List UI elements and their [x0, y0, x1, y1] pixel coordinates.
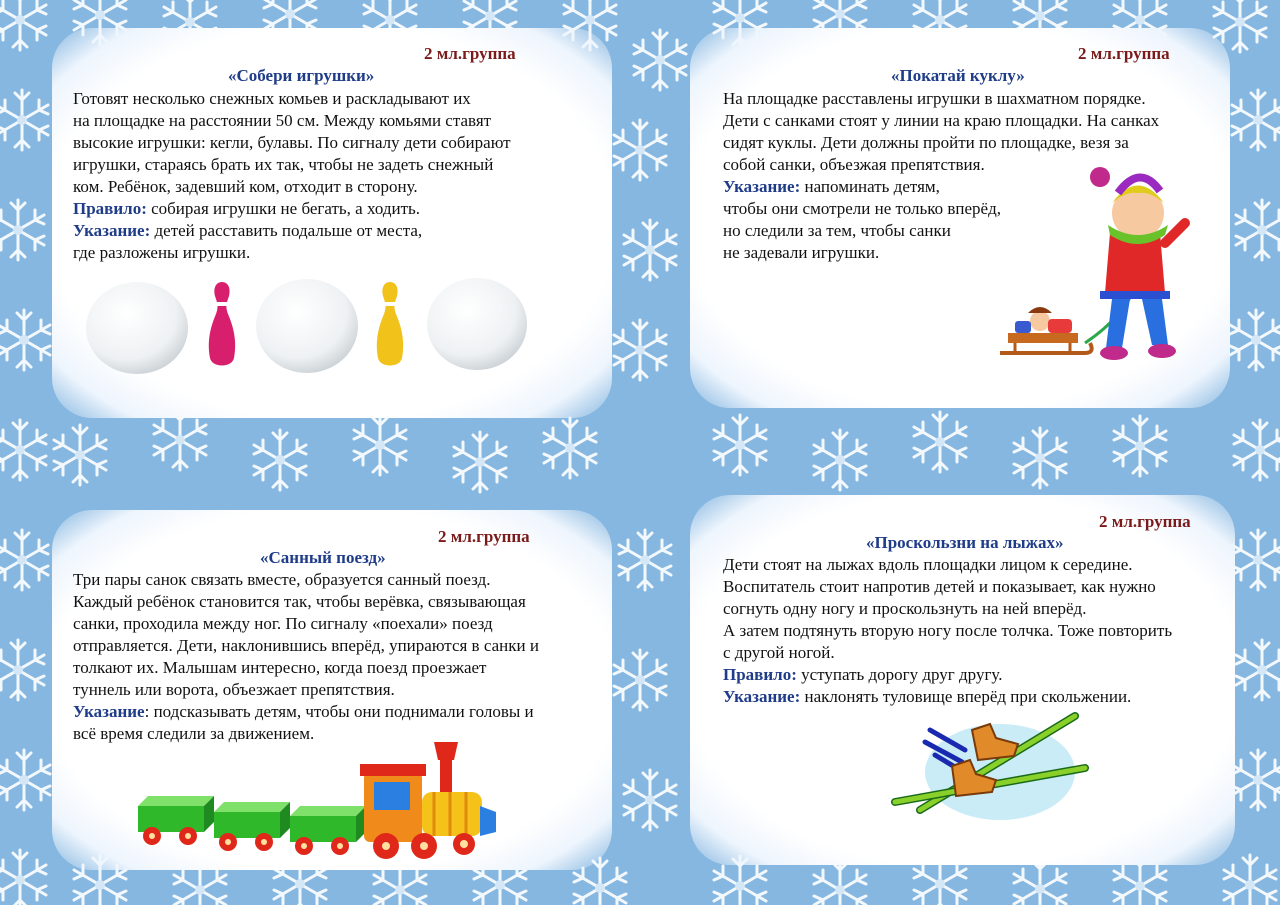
game-description [73, 88, 511, 264]
description-line: А затем подтянуть вторую ногу после толчка. Тоже повторить [723, 621, 1173, 640]
description-line: на площадке на расстоянии 50 см. Между комьями ставят [73, 111, 492, 130]
description-line: с другой ногой. [723, 643, 835, 662]
description-line: высокие игрушки: кегли, булавы. По сигналу дети собирают [73, 133, 511, 152]
snowballs-and-bowling-pins-illustration [82, 276, 542, 376]
game-description [723, 554, 1172, 708]
rule-label: Правило: [73, 199, 147, 218]
group-label: 2 мл.группа [1099, 512, 1191, 531]
hint-line [73, 220, 511, 242]
group-label: 2 мл.группа [424, 44, 516, 63]
train-wagon [138, 796, 214, 845]
rule-label: Правило: [723, 665, 797, 684]
group-label: 2 мл.группа [1078, 44, 1170, 63]
snowball [86, 282, 188, 374]
description-line: Каждый ребёнок становится так, чтобы верёвка, связывающая [73, 592, 526, 611]
sled [1000, 307, 1092, 353]
rule-line [723, 664, 1172, 686]
doll-head [1030, 311, 1050, 331]
hint-text: напоминать детям, [800, 177, 940, 196]
game-card-proskolzni-na-lyzhakh [690, 495, 1235, 865]
description-line: собой санки, объезжая препятствия. [723, 155, 985, 174]
hint-label: Указание [73, 702, 145, 721]
pink-bowling-pin [209, 282, 235, 366]
train-wagon [290, 806, 366, 855]
game-card-sannyi-poezd [52, 510, 612, 870]
hint-label: Указание: [723, 177, 801, 196]
boy-pulling-sled-illustration [990, 163, 1190, 373]
boy [1090, 167, 1185, 360]
hint-line: чтобы они смотрели не только вперёд, [723, 199, 1001, 218]
train-locomotive [360, 742, 496, 859]
hint-line [723, 686, 1172, 708]
hint-text: детей расставить подальше от места, [150, 221, 423, 240]
yellow-bowling-pin [377, 282, 403, 366]
description-line: На площадке расставлены игрушки в шахматном порядке. [723, 89, 1146, 108]
game-title: «Санный поезд» [260, 548, 386, 567]
hint-text: наклонять туловище вперёд при скольжении. [800, 687, 1132, 706]
rule-line [73, 198, 511, 220]
description-line: толкают их. Малышам интересно, когда поезд проезжает [73, 658, 487, 677]
hint-line: не задевали игрушки. [723, 243, 880, 262]
description-line: Дети стоят на лыжах вдоль площадки лицом к середине. [723, 555, 1133, 574]
skis-illustration [890, 710, 1090, 830]
game-title: «Собери игрушки» [228, 66, 375, 85]
description-line: туннель или ворота, объезжает препятствия. [73, 680, 395, 699]
description-line: игрушки, стараясь брать их так, чтобы не задеть снежный [73, 155, 494, 174]
train-wagon [214, 802, 290, 851]
rule-text: собирая игрушки не бегать, а ходить. [146, 199, 421, 218]
rule-text: уступать дорогу друг другу. [796, 665, 1003, 684]
game-card-pokatai-kuklu [690, 28, 1230, 408]
hint-text: : подсказывать детям, чтобы они поднимали головы и [144, 702, 534, 721]
hint-line: всё время следили за движением. [73, 724, 315, 743]
description-line: Дети с санками стоят у линии на краю площадки. На санках [723, 111, 1160, 130]
hint-line: но следили за тем, чтобы санки [723, 221, 951, 240]
toy-train-illustration [134, 732, 499, 862]
game-description [73, 569, 539, 745]
hint-line: где разложены игрушки. [73, 243, 251, 262]
description-line: Готовят несколько снежных комьев и раскладывают их [73, 89, 471, 108]
description-line: Воспитатель стоит напротив детей и показывает, как нужно [723, 577, 1156, 596]
game-title: «Покатай куклу» [891, 66, 1025, 85]
description-line: сидят куклы. Дети должны пройти по площадке, везя за [723, 133, 1129, 152]
description-line: ком. Ребёнок, задевший ком, отходит в сторону. [73, 177, 418, 196]
hint-label: Указание: [723, 687, 801, 706]
group-label: 2 мл.группа [438, 527, 530, 546]
snowball [427, 278, 527, 370]
description-line: Три пары санок связать вместе, образуется санный поезд. [73, 570, 491, 589]
hint-label: Указание: [73, 221, 151, 240]
description-line: согнуть одну ногу и проскользнуть на ней вперёд. [723, 599, 1087, 618]
hint-line [73, 701, 539, 723]
snowball [256, 279, 358, 373]
game-card-sobери-igrushki [52, 28, 612, 418]
game-title: «Проскользни на лыжах» [866, 533, 1064, 552]
description-line: отправляется. Дети, наклонившись вперёд, упираются в санки и [73, 636, 539, 655]
description-line: санки, проходила между ног. По сигналу «поехали» поезд [73, 614, 493, 633]
